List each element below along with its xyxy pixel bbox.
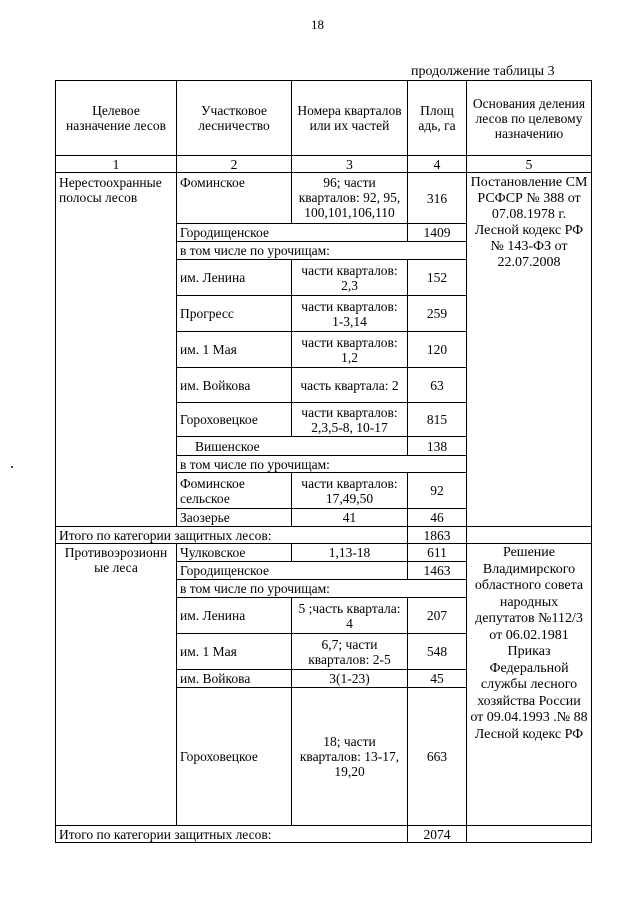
area-cell: 316: [408, 173, 467, 224]
forestry-name: Городищенское: [177, 562, 408, 580]
area-cell: 259: [408, 296, 467, 332]
area-cell: 45: [408, 670, 467, 688]
forest-purpose-table: [55, 80, 592, 843]
quarters-cell: части кварталов: 2,3,5-8, 10-17: [292, 403, 408, 437]
quarters-cell: части кварталов: 1,2: [292, 332, 408, 368]
tract-name: им. 1 Мая: [177, 332, 292, 368]
basis-cell: Постановление СМ РСФСР № 388 от 07.08.1978 г. Лесной кодекс РФ № 143-ФЗ от 22.07.2008: [467, 173, 592, 527]
area-cell: 815: [408, 403, 467, 437]
area-cell: 92: [408, 473, 467, 509]
area-cell: 138: [408, 437, 467, 456]
page-number: 18: [311, 17, 324, 32]
col-number: 1: [56, 156, 177, 173]
col-number: 4: [408, 156, 467, 173]
subheader-label: в том числе по урочищам:: [177, 242, 467, 260]
forestry-name: Гороховецкое: [177, 403, 292, 437]
header-area: Площ адь, га: [408, 81, 467, 156]
quarters-cell: 41: [292, 509, 408, 527]
quarters-cell: части кварталов: 1-3,14: [292, 296, 408, 332]
tract-name: им. 1 Мая: [177, 634, 292, 670]
header-forestry: Участковое лесничество: [177, 81, 292, 156]
tract-name: им. Ленина: [177, 260, 292, 296]
total-value: 2074: [408, 826, 467, 843]
total-value: 1863: [408, 527, 467, 544]
tract-name: Заозерье: [177, 509, 292, 527]
col-number: 5: [467, 156, 592, 173]
total-row: [56, 527, 592, 544]
area-cell: 1463: [408, 562, 467, 580]
tract-name: им. Войкова: [177, 368, 292, 403]
tract-name: Фоминское сельское: [177, 473, 292, 509]
area-cell: 611: [408, 544, 467, 562]
forestry-name: Городищенское: [177, 224, 408, 242]
table-row: [56, 544, 592, 562]
forestry-name: Гороховецкое: [177, 688, 292, 826]
tract-name: Прогресс: [177, 296, 292, 332]
area-cell: 663: [408, 688, 467, 826]
header-basis: Основания деления лесов по целевому назначению: [467, 81, 592, 156]
table-header-row: [56, 81, 592, 156]
basis-cell: Решение Владимирского областного совета народных депутатов №112/3 от 06.02.1981 Приказ Федеральной службы лесного хозяйства России от 09.04.1993 .№ 88 Лесной кодекс РФ: [467, 544, 592, 826]
scan-speck: [11, 466, 13, 468]
area-cell: 1409: [408, 224, 467, 242]
purpose-cell: Противоэрозионн ые леса: [56, 544, 177, 826]
col-number: 2: [177, 156, 292, 173]
column-numbers-row: [56, 156, 592, 173]
area-cell: 46: [408, 509, 467, 527]
quarters-cell: 1,13-18: [292, 544, 408, 562]
quarters-cell: 3(1-23): [292, 670, 408, 688]
forestry-name: Чулковское: [177, 544, 292, 562]
total-label: Итого по категории защитных лесов:: [56, 826, 408, 843]
purpose-cell: Нерестоохранные полосы лесов: [56, 173, 177, 527]
quarters-cell: 6,7; части кварталов: 2-5: [292, 634, 408, 670]
total-row: [56, 826, 592, 843]
area-cell: 548: [408, 634, 467, 670]
empty-cell: [467, 826, 592, 843]
tract-name: им. Войкова: [177, 670, 292, 688]
quarters-cell: часть квартала: 2: [292, 368, 408, 403]
quarters-cell: 18; части кварталов: 13-17, 19,20: [292, 688, 408, 826]
area-cell: 152: [408, 260, 467, 296]
forestry-name: Фоминское: [177, 173, 292, 224]
subheader-label: в том числе по урочищам:: [177, 580, 467, 598]
tract-name: им. Ленина: [177, 598, 292, 634]
quarters-cell: 5 ;часть квартала: 4: [292, 598, 408, 634]
table-continuation-label: продолжение таблицы 3: [411, 64, 555, 79]
area-cell: 63: [408, 368, 467, 403]
table-row: [56, 173, 592, 224]
empty-cell: [467, 527, 592, 544]
subheader-label: в том числе по урочищам:: [177, 456, 467, 473]
quarters-cell: 96; части кварталов: 92, 95, 100,101,106,110: [292, 173, 408, 224]
quarters-cell: части кварталов: 17,49,50: [292, 473, 408, 509]
quarters-cell: части кварталов: 2,3: [292, 260, 408, 296]
area-cell: 120: [408, 332, 467, 368]
forestry-name: Вишенское: [177, 437, 408, 456]
header-purpose: Целевое назначение лесов: [56, 81, 177, 156]
area-cell: 207: [408, 598, 467, 634]
total-label: Итого по категории защитных лесов:: [56, 527, 408, 544]
header-quarters: Номера кварталов или их частей: [292, 81, 408, 156]
col-number: 3: [292, 156, 408, 173]
